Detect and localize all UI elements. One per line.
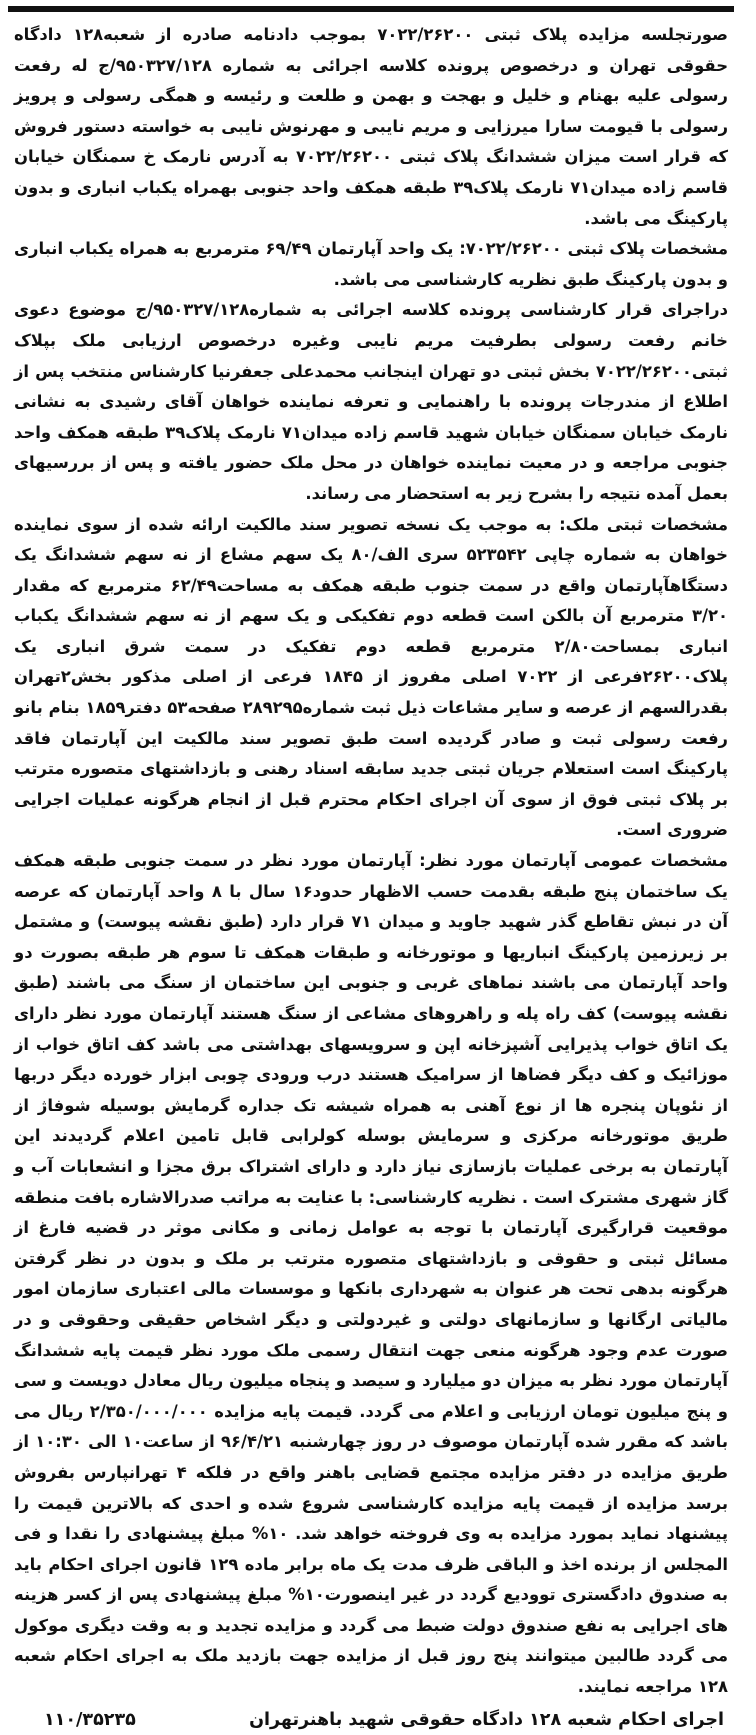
expert-order-paragraph: دراجرای قرار کارشناسی پرونده کلاسه اجرائی به شماره۹۵۰۳۲۷/۱۲۸/ج موضوع دعوی خانم رفعت رسولی بطرفیت مریم نایبی وغیره درخصوص ارزیابی ملک بپلاک ثبتی۷۰۲۲/۲۶۲۰۰ بخش ثبتی دو تهران اینجانب محمدعلی جعفرنیا کارشناس منتخب پس از اطلاع از مندرجات پرونده با راهنمایی و تعرفه نماینده خواهان آقای رشیدی به نشانی نارمک خیابان سمنگان خیابان شهید قاسم زاده میدان۷۱ نارمک پلاک۳۹ طبقه همکف واحد جنوبی مراجعه و در معیت نماینده خواهان در محل ملک حضور یافته و پس از بررسیهای بعمل آمده نتیجه را بشرح زیر به استحضار می رساند. [14, 300, 729, 503]
general-specs-and-auction-paragraph: مشخصات عمومی آپارتمان مورد نظر: آپارتمان مورد نظر در سمت جنوبی طبقه همکف یک ساختمان پنج طبقه بقدمت حسب الاظهار حدود۱۶ سال با ۸ واحد آپارتمان که عرصه آن در نبش تقاطع گذر شهید جاوید و میدان ۷۱ قرار دارد (طبق نقشه پیوست) و مشتمل بر زیرزمین پارکینگ انباریها و موتورخانه و طبقات همکف تا سوم هر طبقه بصورت دو واحد آپارتمان می باشند نماهای غربی و جنوبی این ساختمان از سنگ می باشند (طبق نقشه پیوست) کف راه پله و راهروهای مشاعی از سنگ هستند آپارتمان مورد نظر دارای یک اتاق خواب پذیرایی آشپزخانه اپن و سرویسهای بهداشتی می باشد کف اتاق خواب از موزائیک و کف دیگر فضاها از سرامیک هستند درب ورودی چوبی ابزار خورده دیگر دربها از نئوپان پنجره ها از نوع آهنی به همراه شیشه تک جداره گرمایش بوسیله شوفاژ از طریق موتورخانه مرکزی و سرمایش بوسله کولرابی قابل تامین اعلام گردیدند این آپارتمان به برخی عملیات بازسازی نیاز دارد و دارای اشتراک برق مجزا و انشعابات آب و گاز شهری مشترک است . نظریه کارشناسی: با عنایت به مراتب صدرالاشاره بافت منطقه موقعیت قرارگیری آپارتمان با توجه به عوامل زمانی و مکانی موثر در قضیه فارغ از مسائل ثبتی و حقوقی و بازداشتهای متصوره مترتب بر ملک و بدون در نظر گرفتن هرگونه بدهی تحت هر عنوان به شهرداری بانکها و موسسات مالی اعتباری سازمان امور مالیاتی ارگانها و سازمانهای دولتی و غیردولتی و دیگر اشخاص حقیقی وحقوقی و در صورت عدم وجود هرگونه منعی جهت انتقال رسمی ملک مورد نظر قیمت پایه ششدانگ آپارتمان مورد نظر به میزان دو میلیارد و سیصد و پنجاه میلیون ریال معادل دویست و سی و پنج میلیون تومان ارزیابی و اعلام می گردد. قیمت پایه مزایده ۲/۳۵۰/۰۰۰/۰۰۰ ریال می باشد که مقرر شده آپارتمان موصوف در روز چهارشنبه ۹۶/۴/۲۱ از ساعت۱۰ الی ۱۰:۳۰ از طریق مزایده در دفتر مزایده مجتمع قضایی باهنر واقع در فلکه ۴ تهرانپارس بفروش برسد مزایده از قیمت پایه مزایده کارشناسی شروع شده و احدی که بالاترین قیمت را پیشنهاد نماید بمورد مزایده به وی فروخته خواهد شد. ۱۰% مبلغ پیشنهادی را نقدا و فی المجلس از برنده اخذ و الباقی ظرف مدت یک ماه برابر ماده ۱۲۹ قانون اجرای احکام باید به صندوق دادگستری توودیع گردد در غیر اینصورت۱۰% مبلغ پیشنهادی پس از کسر هزینه های اجرایی به نفع صندوق دولت ضبط می گردد و مزایده تجدید و به وقت دیگری موکول می گردد طالبین میتوانند پنج روز قبل از مزایده جهت بازدید ملک به اجرای احکام شعبه ۱۲۸ مراجعه نمایند. [14, 851, 728, 1697]
auction-notice [8, 6, 734, 1730]
notice-intro-paragraph: صورتجلسه مزایده پلاک ثبتی ۷۰۲۲/۲۶۲۰۰ بموجب دادنامه صادره از شعبه۱۲۸ دادگاه حقوقی تهران و درخصوص پرونده کلاسه اجرائی به شماره ۹۵۰۳۲۷/۱۲۸/ج له رفعت رسولی علیه بهنام و خلیل و بهجت و بهمن و طلعت و رئیسه و همگی رسولی و پرویز رسولی با قیومت سارا میرزایی و مریم نایبی و مهرنوش نایبی به خواسته دستور فروش که قرار است میزان ششدانگ پلاک ثبتی ۷۰۲۲/۲۶۲۰۰ به آدرس نارمک خ سمنگان خیابان قاسم زاده میدان۷۱ نارمک پلاک۳۹ طبقه همکف واحد جنوبی بهمراه یکباب انباری و بدون پارکینگ می باشد. [14, 25, 729, 228]
issuer-signature: اجرای احکام شعبه ۱۲۸ دادگاه حقوقی شهید باهنرتهران [249, 1709, 724, 1730]
notice-footer [14, 1705, 728, 1735]
registration-specs-paragraph: مشخصات ثبتی ملک: به موجب یک نسخه تصویر سند مالکیت ارائه شده از سوی نماینده خواهان به شماره چاپی ۵۲۳۵۴۲ سری الف/۸۰ یک سهم مشاع از نه سهم ششدانگ یک دستگاهآپارتمان واقع در سمت جنوب طبقه همکف به مساحت۶۲/۴۹ مترمربع که مقدار ۳/۲۰ مترمربع آن بالکن است قطعه دوم تفکیکی و یک سهم از نه سهم ششدانگ یکباب انباری بمساحت۲/۸۰ مترمربع قطعه دوم تفکیک در سمت شرق انباری یک پلاک۲۶۲۰۰فرعی از ۷۰۲۲ اصلی مفروز از ۱۸۴۵ فرعی از اصلی مذکور بخش۲تهران بقدرالسهم از عرصه و سایر مشاعات ذیل ثبت شماره۲۸۹۲۹۵ صفحه۵۳ دفتر۱۸۵۹ بنام بانو رفعت رسولی ثبت و صادر گردیده است طبق تصویر سند مالکیت این آپارتمان فاقد پارکینگ است استعلام جریان ثبتی جدید سابقه اسناد رهنی و بازداشتهای متصوره مترتب بر پلاک ثبتی فوق از سوی آن اجرای احکام محترم قبل از انجام هرگونه عملیات اجرایی ضروری است. [14, 514, 728, 840]
notice-code: ۱۱۰/۳۵۲۳۵ [44, 1709, 136, 1730]
plate-specs-paragraph: مشخصات پلاک ثبتی ۷۰۲۲/۲۶۲۰۰: یک واحد آپارتمان ۶۹/۴۹ مترمربع به همراه یکباب انباری و بدون پارکینگ طبق نظریه کارشناسی می باشد. [14, 239, 728, 289]
